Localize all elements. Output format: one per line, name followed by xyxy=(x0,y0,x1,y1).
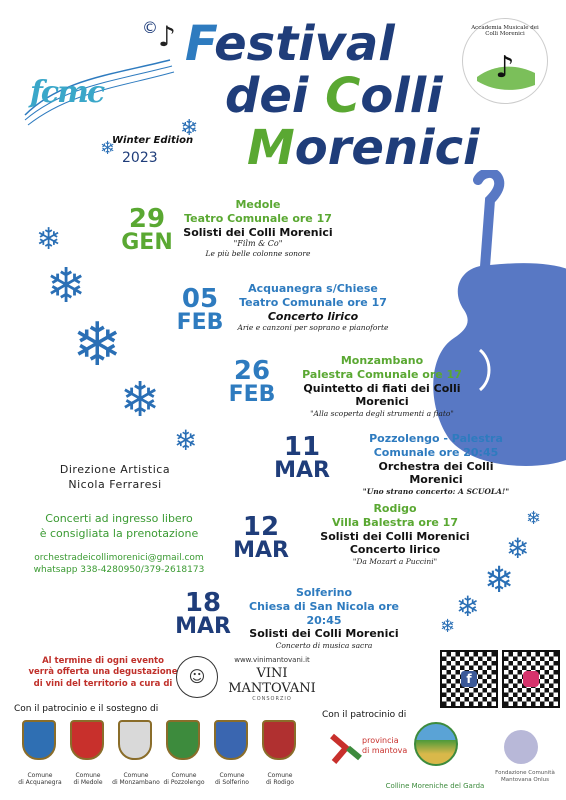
sponsor-url[interactable]: www.vinimantovani.it xyxy=(234,656,310,664)
tasting-line: di vini del territorio a cura di xyxy=(33,678,173,689)
event-details: Acquanegra s/Chiese Teatro Comunale ore 17 Concerto lirico Arie e canzoni per soprano e pianoforte xyxy=(237,282,389,333)
snowflake-icon: ❄ xyxy=(180,116,199,141)
event-details: Medole Teatro Comunale ore 17 Solisti dei Colli Morenici "Film & Co" Le più belle colonne sonore xyxy=(183,198,333,259)
direction-label: Direzione Artistica xyxy=(59,463,171,476)
comune-crest-icon xyxy=(22,720,56,760)
provincia-text: di mantova xyxy=(362,746,408,755)
comune-label-line: Comune xyxy=(123,772,149,779)
instagram-icon xyxy=(523,671,539,687)
comune-label-line: Comune xyxy=(267,772,293,779)
comune-label-line: di Monzambano xyxy=(112,779,160,787)
event-date: 18 MAR xyxy=(175,588,231,639)
event-details: Monzambano Palestra Comunale ore 17 Quintetto di fiati dei Colli Morenici "Alla scoperta degli strumenti a fiato" xyxy=(302,354,462,418)
snowflake-icon: ❄ xyxy=(72,310,123,380)
event-date: 12 MAR xyxy=(233,512,289,563)
snowflake-icon: ❄ xyxy=(526,508,542,529)
comune-label-line: di Pozzolengo xyxy=(163,779,205,787)
snowflake-icon: ❄ xyxy=(174,424,198,457)
comune-crest-icon xyxy=(262,720,296,760)
snowflake-icon: ❄ xyxy=(36,222,62,257)
comune-label-line: di Medole xyxy=(73,779,103,787)
snowflake-icon: ❄ xyxy=(46,258,87,314)
provincia-mark xyxy=(326,728,366,768)
winter-edition-label: Winter Edition xyxy=(112,135,194,146)
comune-label-line: di Rodigo xyxy=(266,779,294,787)
snowflake-icon: ❄ xyxy=(120,372,161,428)
qr-code-instagram[interactable] xyxy=(502,650,560,708)
event-details: Pozzolengo - Palestra Comunale ore 20:45 Orchestra dei Colli Morenici "Uno strano concerto: A SCUOLA!" xyxy=(362,432,510,496)
event-details: Rodigo Villa Balestra ore 17 Solisti dei Colli Morenici Concerto lirico "Da Mozart a Puccini" xyxy=(320,502,470,566)
snowflake-icon: ❄ xyxy=(456,590,480,623)
director-name: Nicola Ferraresi xyxy=(68,478,162,492)
comune-label-line: Comune xyxy=(171,772,197,779)
comune-crest-icon xyxy=(214,720,248,760)
comune-crest-icon xyxy=(118,720,152,760)
sponsor-name: VINI MANTOVANI xyxy=(228,666,316,696)
qr-code-facebook[interactable] xyxy=(440,650,498,708)
comune-label-line: di Acquanegra xyxy=(18,779,62,787)
comune-label-line: Comune xyxy=(27,772,53,779)
copyright-symbol: © xyxy=(142,18,158,37)
academy-logo xyxy=(462,18,548,104)
academy-name: Accademia Musicale dei Colli Morenici xyxy=(471,25,539,37)
logo-letters: fcmc xyxy=(30,75,104,110)
facebook-icon: f xyxy=(461,671,477,687)
comune-label xyxy=(250,772,310,786)
svg-text:♪: ♪ xyxy=(495,50,515,85)
event-date: 29 GEN xyxy=(121,204,173,255)
edition-year: 2023 xyxy=(122,150,158,166)
snowflake-icon: ❄ xyxy=(484,560,515,601)
free-entry-text: Concerti ad ingresso libero xyxy=(45,512,193,525)
fondazione-label xyxy=(490,770,560,784)
event-details: Solferino Chiesa di San Nicola ore 20:45 Solisti dei Colli Morenici Concerto di musica sacra xyxy=(249,586,399,650)
fondazione-logo xyxy=(504,730,538,764)
event-date: 26 FEB xyxy=(228,356,276,407)
fondazione-text: Fondazione Comunità xyxy=(495,770,555,776)
snowflake-icon: ❄ xyxy=(100,138,116,159)
fondazione-text: Mantovana Onlus xyxy=(500,776,550,783)
colline-label: Colline Moreniche del Garda xyxy=(385,782,485,790)
event-date: 05 FEB xyxy=(176,284,224,335)
info-block xyxy=(14,512,224,576)
whatsapp-contact: whatsapp 338-4280950/379-2618173 xyxy=(33,564,205,575)
snowflake-icon: ❄ xyxy=(440,616,456,637)
booking-text: è consigliata la prenotazione xyxy=(39,526,199,540)
music-note-icon: ♪ xyxy=(158,20,176,53)
comune-label-line: Comune xyxy=(219,772,245,779)
comune-label-line: di Solferino xyxy=(215,779,249,787)
patronage-left-title: Con il patrocinio e il sostegno di xyxy=(14,704,159,714)
email-link[interactable]: orchestradeicollimorenici@gmail.com xyxy=(34,552,204,563)
patronage-right-title: Con il patrocinio di xyxy=(322,710,407,720)
colline-logo xyxy=(414,722,458,766)
artistic-direction xyxy=(30,462,200,493)
sponsor-logo xyxy=(214,656,330,702)
tasting-note xyxy=(28,656,178,690)
tasting-line: verrà offerta una degustazione xyxy=(28,667,178,678)
sponsor-sub: CONSORZIO xyxy=(252,696,292,702)
provincia-logo xyxy=(326,728,416,778)
event-date: 11 MAR xyxy=(274,432,330,483)
festival-title: Festival dei Colli Morenici xyxy=(185,16,480,176)
comune-label-line: Comune xyxy=(75,772,101,779)
snowflake-icon: ❄ xyxy=(506,532,530,565)
provincia-text: provincia xyxy=(362,736,399,745)
comune-crest-icon xyxy=(166,720,200,760)
sponsor-emblem: ☺ xyxy=(176,656,218,698)
tasting-line: Al termine di ogni evento xyxy=(42,656,164,666)
comune-crest-icon xyxy=(70,720,104,760)
